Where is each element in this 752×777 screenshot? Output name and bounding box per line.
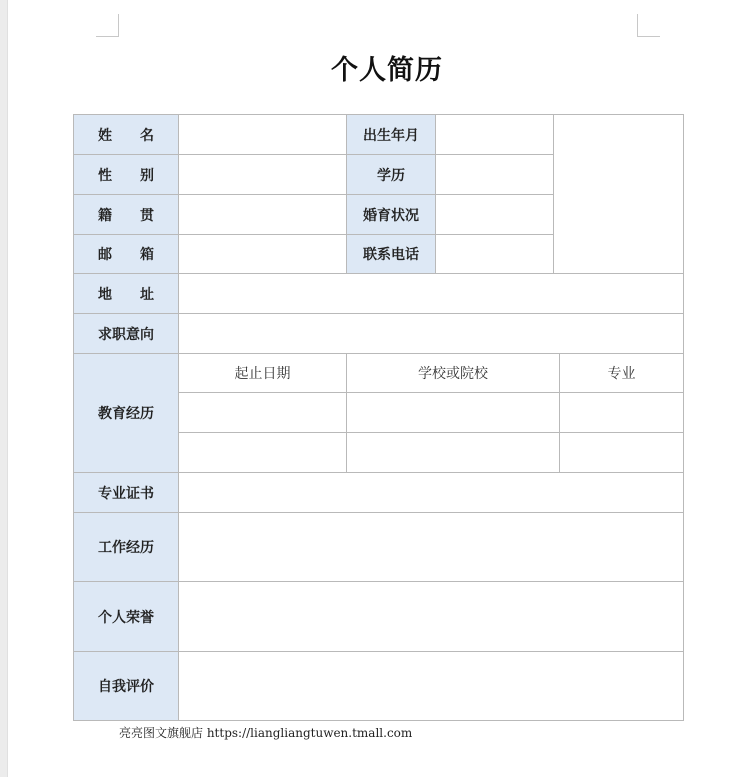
label-native-place: 籍贯 — [74, 195, 179, 235]
gender-value-cell[interactable] — [179, 155, 347, 195]
label-name: 姓名 — [74, 115, 179, 155]
work-experience-value-cell[interactable] — [179, 513, 684, 582]
education-row-2-major[interactable] — [560, 433, 684, 473]
education-level-value-cell[interactable] — [436, 155, 554, 195]
page-title: 个人简历 — [331, 55, 443, 86]
education-header-major: 专业 — [560, 354, 684, 393]
education-row-1-major[interactable] — [560, 393, 684, 433]
label-gender: 性别 — [74, 155, 179, 195]
label-self-evaluation: 自我评价 — [74, 652, 179, 721]
education-row-2-school[interactable] — [347, 433, 560, 473]
education-row-2-dates[interactable] — [179, 433, 347, 473]
label-certificates: 专业证书 — [74, 473, 179, 513]
education-row-1-dates[interactable] — [179, 393, 347, 433]
label-email: 邮箱 — [74, 235, 179, 274]
footer-store-credit: 亮亮图文旗舰店 https://liangliangtuwen.tmall.com — [119, 726, 413, 740]
job-intention-value-cell[interactable] — [179, 314, 684, 354]
self-evaluation-value-cell[interactable] — [179, 652, 684, 721]
label-phone: 联系电话 — [347, 235, 436, 274]
education-row-1-school[interactable] — [347, 393, 560, 433]
name-value-cell[interactable] — [179, 115, 347, 155]
email-value-cell[interactable] — [179, 235, 347, 274]
label-education: 教育经历 — [74, 354, 179, 473]
label-honors: 个人荣誉 — [74, 582, 179, 652]
page-corner-mark-left — [96, 14, 119, 37]
education-header-dates: 起止日期 — [179, 354, 347, 393]
page-left-edge — [0, 0, 8, 777]
label-birth: 出生年月 — [347, 115, 436, 155]
label-education-level: 学历 — [347, 155, 436, 195]
label-work-experience: 工作经历 — [74, 513, 179, 582]
native-place-value-cell[interactable] — [179, 195, 347, 235]
marital-status-value-cell[interactable] — [436, 195, 554, 235]
education-header-school: 学校或院校 — [347, 354, 560, 393]
birth-value-cell[interactable] — [436, 115, 554, 155]
label-address: 地址 — [74, 274, 179, 314]
label-job-intention: 求职意向 — [74, 314, 179, 354]
resume-table — [73, 114, 684, 721]
address-value-cell[interactable] — [179, 274, 684, 314]
label-marital-status: 婚育状况 — [347, 195, 436, 235]
honors-value-cell[interactable] — [179, 582, 684, 652]
phone-value-cell[interactable] — [436, 235, 554, 274]
photo-cell[interactable] — [554, 115, 684, 274]
page-corner-mark-right — [637, 14, 660, 37]
certificates-value-cell[interactable] — [179, 473, 684, 513]
